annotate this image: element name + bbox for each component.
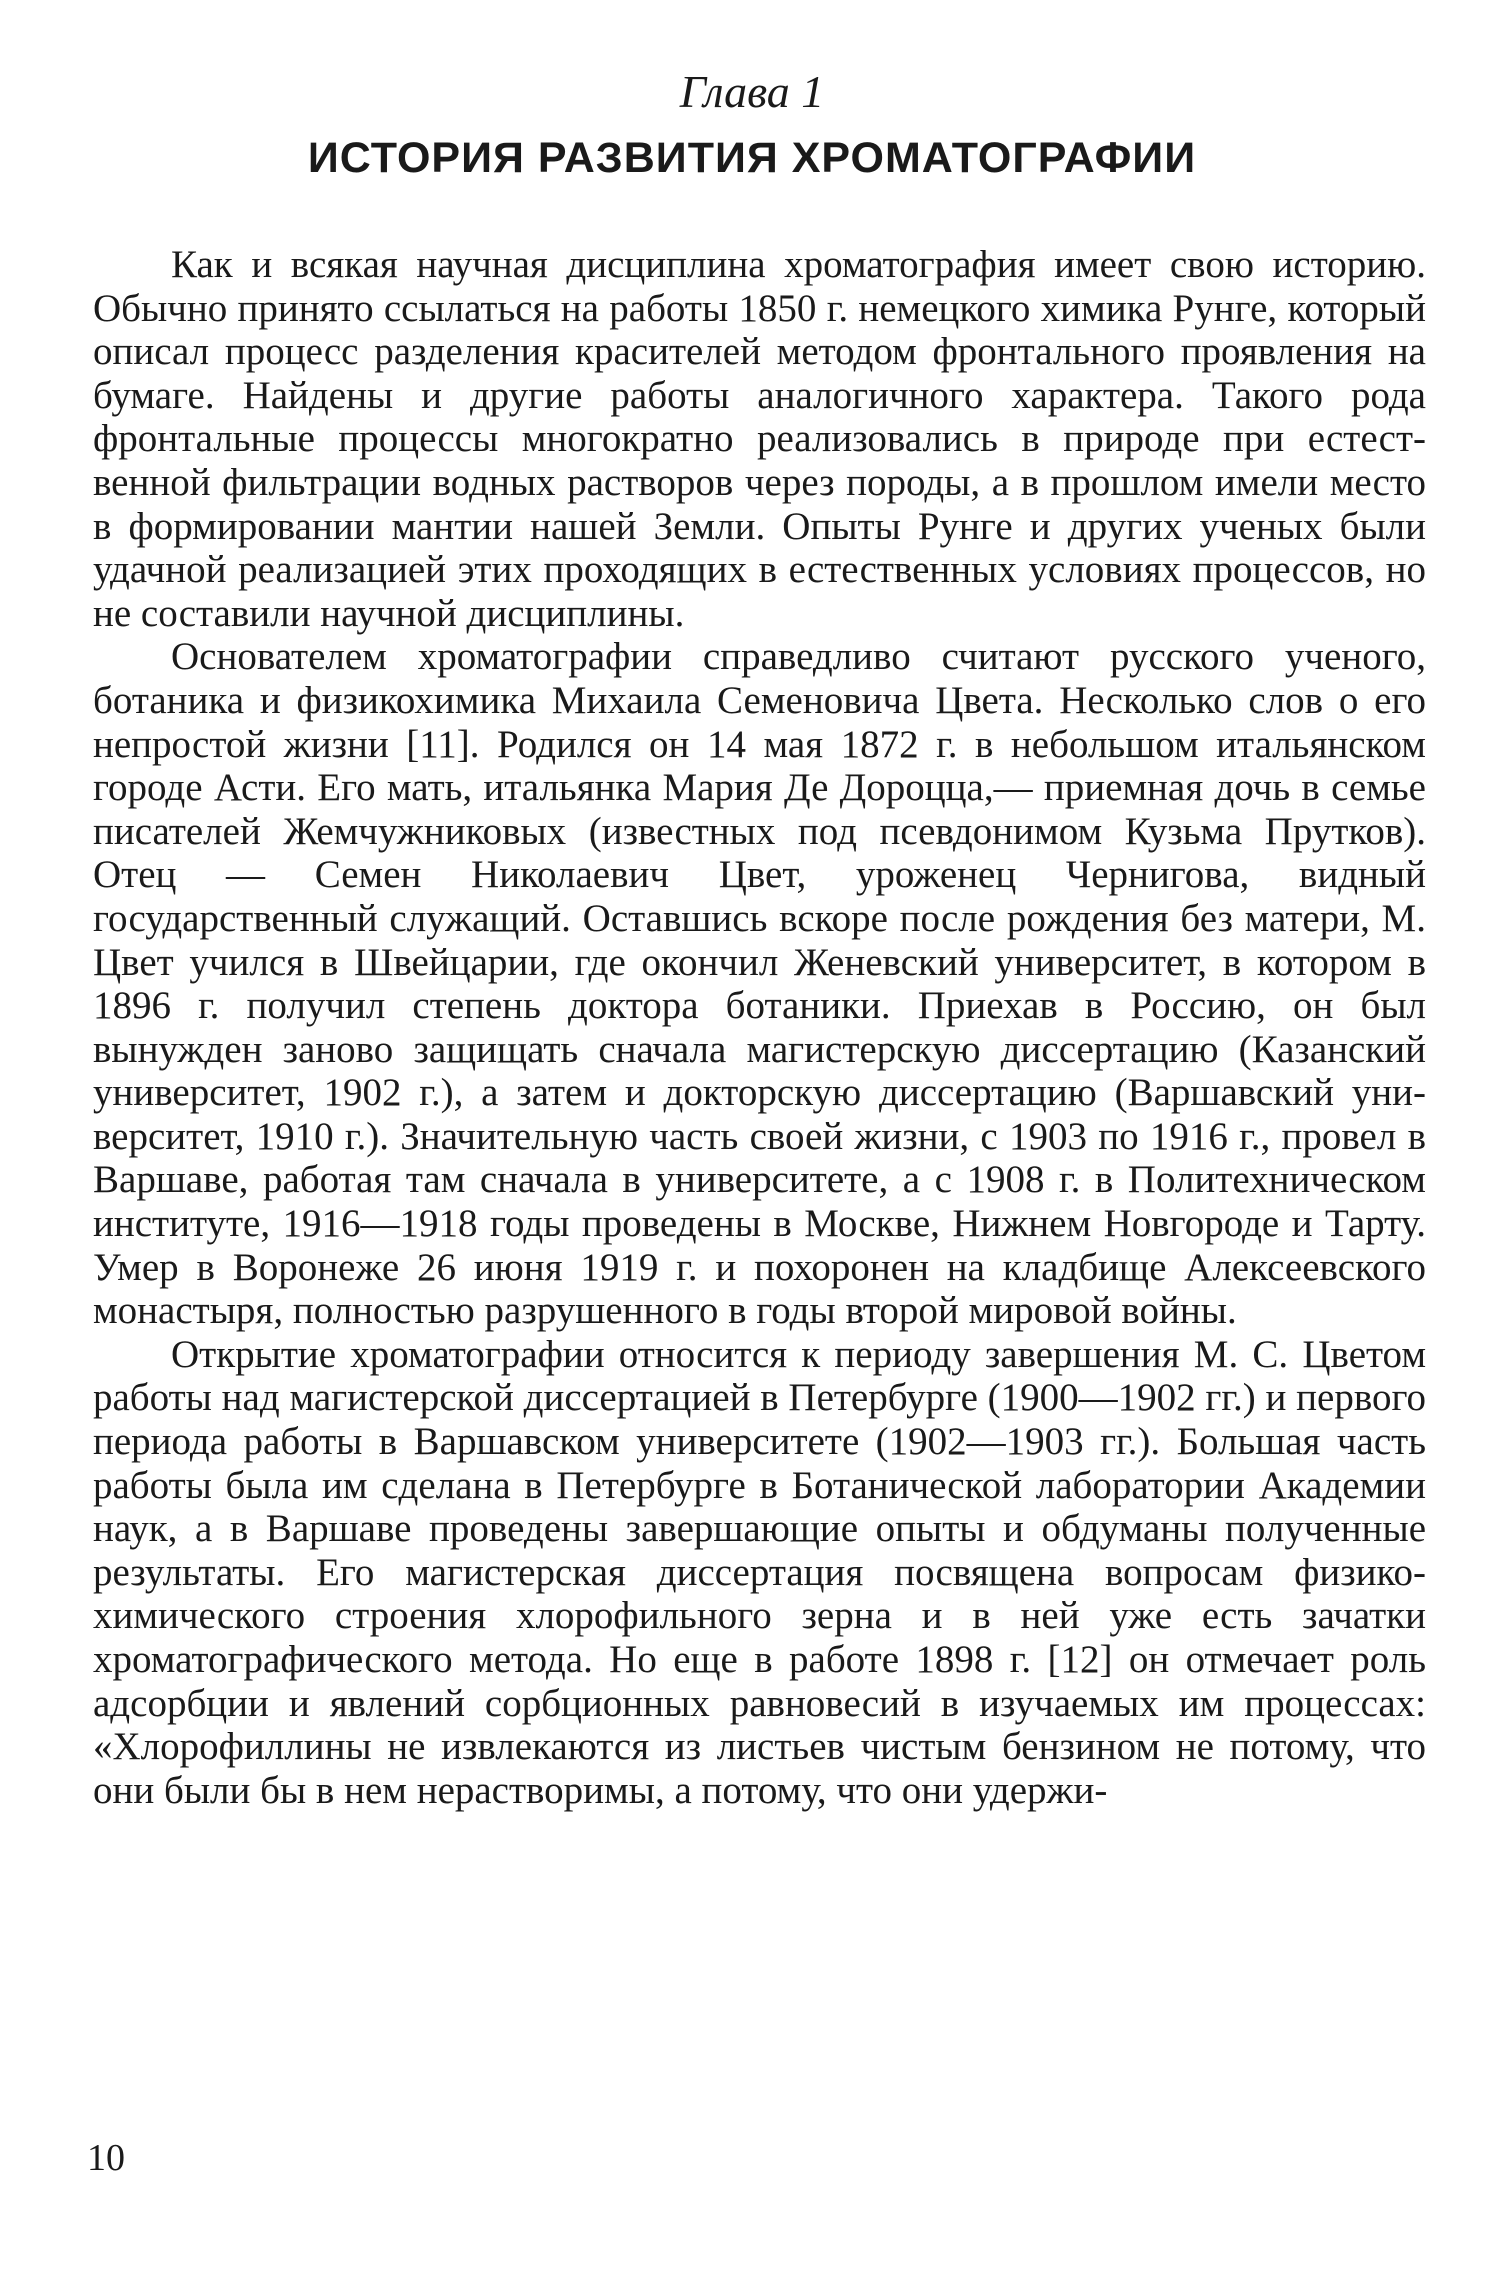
- paragraph: Как и всякая научная дисциплина хроматография имеет свою историю. Обычно принято ссылаться на работы 1850 г. немецкого химика Рунге, который описал процесс разделения красителей методом фронтального проявления на бумаге. Найдены и другие работы аналогичного характера. Такого рода фронтальные процессы многократно реализовались в природе при естественной фильтрации водных растворов через породы, а в прошлом имели место в формировании мантии нашей Земли. Опыты Рунге и других ученых были удачной реализацией этих проходящих в естественных условиях процессов, но не составили научной дисциплины.: [93, 243, 1426, 635]
- paragraph: Открытие хроматографии относится к периоду завершения М. С. Цветом работы над магистерской диссертацией в Петербурге (1900—1902 гг.) и первого периода работы в Варшавском университете (1902—1903 гг.). Большая часть работы была им сделана в Петербурге в Ботанической лаборатории Академии наук, а в Варшаве проведены завершающие опыты и обдуманы полученные результаты. Его магистерская диссертация посвящена вопросам физико-химического строения хлорофильного зерна и в ней уже есть зачатки хроматографического метода. Но еще в работе 1898 г. [12] он отмечает роль адсорбции и явлений сорбционных равновесий в изучаемых им процессах: «Хлорофиллины не извлекаются из листьев чистым бензином не потому, что они были бы в нем нерастворимы, а потому, что они удержи-: [93, 1332, 1426, 1812]
- paragraph: Основателем хроматографии справедливо считают русского ученого, ботаника и физикохимика Михаила Семеновича Цвета. Несколько слов о его непростой жизни [11]. Родился он 14 мая 1872 г. в небольшом итальянском городе Асти. Его мать, итальянка Мария Де Дороцца,— приемная дочь в семье писателей Жемчужниковых (известных под псевдонимом Кузьма Прутков). Отец — Семен Николаевич Цвет, уроженец Чернигова, видный государственный служащий. Оставшись вскоре после рождения без матери, М. Цвет учился в Швейцарии, где окончил Женевский университет, в котором в 1896 г. получил степень доктора ботаники. Приехав в Россию, он был вынужден заново защищать сначала магистерскую диссертацию (Казанский университет, 1902 г.), а затем и докторскую диссертацию (Варшавский университет, 1910 г.). Значительную часть своей жизни, с 1903 по 1916 г., провел в Варшаве, работая там сначала в университете, а с 1908 г. в Политехническом институте, 1916—1918 годы проведены в Москве, Нижнем Новгороде и Тарту. Умер в Воронеже 26 июня 1919 г. и похоронен на кладбище Алексеевского монастыря, полностью разрушенного в годы второй мировой войны.: [93, 635, 1426, 1333]
- chapter-label: Глава 1: [679, 66, 825, 117]
- page-number: 10: [87, 2137, 125, 2179]
- body-text: [93, 243, 1426, 1812]
- chapter-title: ИСТОРИЯ РАЗВИТИЯ ХРОМАТОГРАФИИ: [307, 134, 1197, 182]
